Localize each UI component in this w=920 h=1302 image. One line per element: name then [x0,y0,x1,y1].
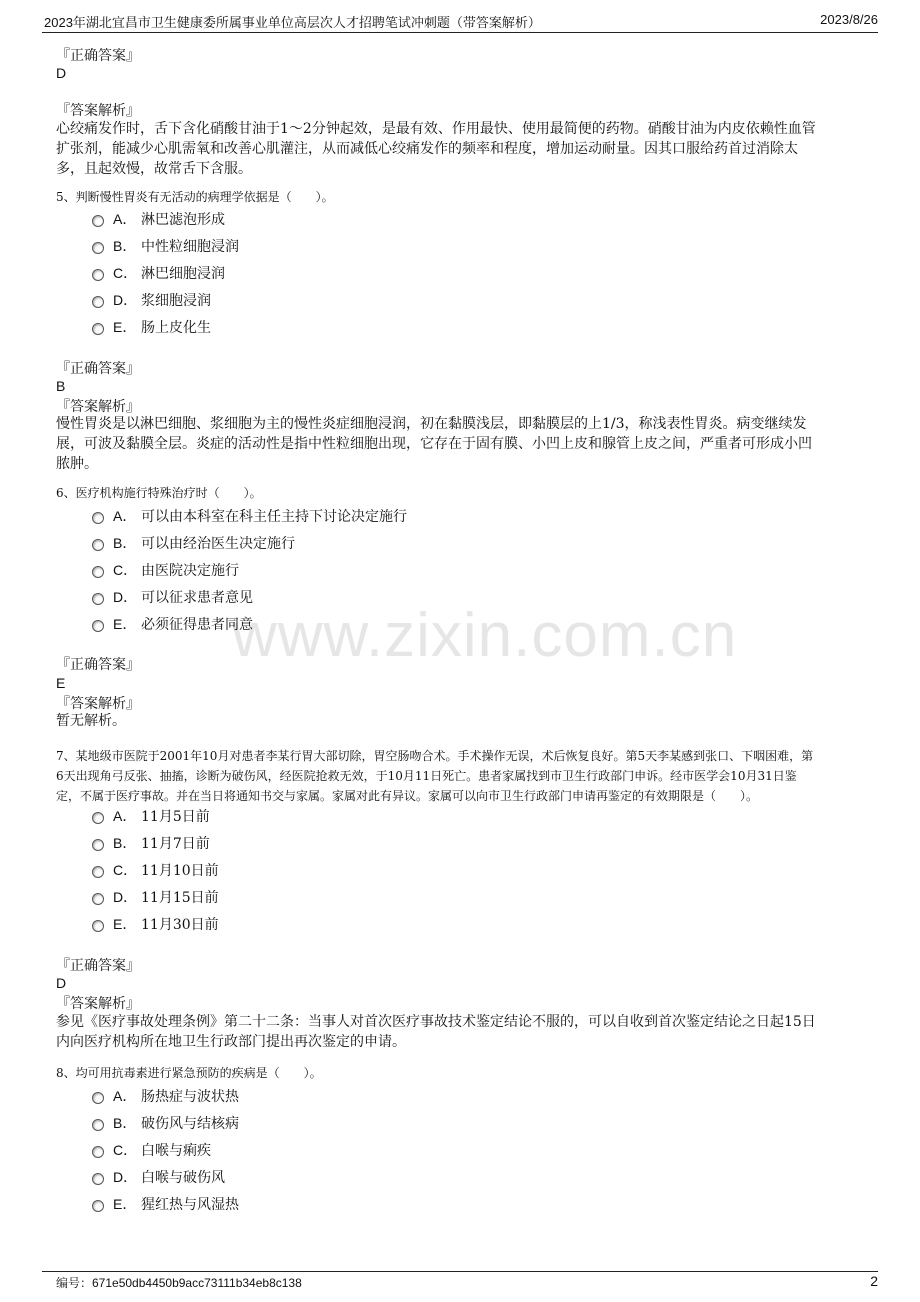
option-text: 淋巴细胞浸润 [141,266,225,282]
option-a[interactable] [92,805,210,827]
question-stem-line: 6天出现角弓反张、抽搐，诊断为破伤风，经医院抢救无效，于10月11日死亡。患者家属找到市卫生行政部门申诉。经市医学会10月31日鉴 [56,769,797,783]
option-label: D． [113,889,138,905]
analysis-text [56,414,864,474]
option-text: 肠上皮化生 [141,320,211,336]
option-label: E． [113,616,137,632]
option-text: 11月10日前 [141,863,219,879]
radio-icon[interactable] [92,566,104,578]
question-stem-line: 5、判断慢性胃炎有无活动的病理学依据是（ ）。 [56,190,334,204]
option-c[interactable] [92,859,219,881]
option-text: 白喉与破伤风 [141,1170,225,1186]
option-text: 必须征得患者同意 [141,617,253,633]
question-stem-line: 定，不属于医疗事故。并在当日将通知书交与家属。家属对此有异议。家属可以向市卫生行政部门申请再鉴定的有效期限是（ ）。 [56,789,759,803]
option-a[interactable] [92,1085,239,1107]
question-stem-line: 6、医疗机构施行特殊治疗时（ ）。 [56,486,262,500]
analysis-text [56,119,864,179]
option-label: C． [113,265,138,281]
radio-icon[interactable] [92,1173,104,1185]
analysis-text [56,711,864,731]
radio-icon[interactable] [92,620,104,632]
option-b[interactable] [92,532,295,554]
analysis-text [56,1012,864,1052]
question-stem [56,1063,870,1083]
radio-icon[interactable] [92,242,104,254]
question-stem [56,187,870,207]
option-label: A． [113,808,137,824]
option-e[interactable] [92,316,211,338]
radio-icon[interactable] [92,1146,104,1158]
radio-icon[interactable] [92,539,104,551]
option-text: 11月30日前 [141,917,219,933]
option-label: E． [113,319,137,335]
analysis-line: 扩张剂，能减少心肌需氧和改善心肌灌注，从而减低心绞痛发作的频率和程度，增加运动耐量。因其口服给药首过消除太 [56,141,798,157]
option-d[interactable] [92,586,253,608]
radio-icon[interactable] [92,812,104,824]
option-text: 11月15日前 [141,890,219,906]
option-text: 可以征求患者意见 [141,590,253,606]
option-text: 白喉与痢疾 [141,1143,211,1159]
option-label: B． [113,835,137,851]
document-date: 2023/8/26 [820,12,878,27]
option-text: 破伤风与结核病 [141,1116,239,1132]
option-text: 由医院决定施行 [141,563,239,579]
question-stem-line: 7、某地级市医院于2001年10月对患者李某行胃大部切除，胃空肠吻合术。手术操作无误，术后恢复良好。第5天李某感到张口、下咽困难，第 [56,749,814,763]
option-b[interactable] [92,832,210,854]
option-label: E． [113,1196,137,1212]
analysis-heading: 『答案解析』 [56,996,140,1012]
analysis-line: 脓肿。 [56,456,98,472]
option-b[interactable] [92,1112,239,1134]
answer-value: E [56,675,66,691]
option-label: B． [113,238,137,254]
option-text: 可以由经治医生决定施行 [141,536,295,552]
option-label: D． [113,292,138,308]
option-e[interactable] [92,613,253,635]
option-d[interactable] [92,886,219,908]
option-label: D． [113,589,138,605]
option-text: 淋巴滤泡形成 [141,212,225,228]
page-header [42,10,878,33]
radio-icon[interactable] [92,1119,104,1131]
question-stem-line: 8、均可用抗毒素进行紧急预防的疾病是（ ）。 [56,1066,322,1080]
answer-value: B [56,378,66,394]
watermark: www.zixin.com.cn [232,601,738,670]
option-label: C． [113,862,138,878]
option-label: C． [113,1142,138,1158]
option-c[interactable] [92,1139,211,1161]
option-e[interactable] [92,1193,239,1215]
radio-icon[interactable] [92,269,104,281]
page-footer [42,1271,878,1296]
option-text: 可以由本科室在科主任主持下讨论决定施行 [141,509,407,525]
option-text: 肠热症与波状热 [141,1089,239,1105]
analysis-line: 参见《医疗事故处理条例》第二十二条：当事人对首次医疗事故技术鉴定结论不服的，可以自收到首次鉴定结论之日起15日 [56,1014,816,1030]
option-c[interactable] [92,262,225,284]
radio-icon[interactable] [92,839,104,851]
analysis-line: 暂无解析。 [56,713,126,729]
option-d[interactable] [92,289,211,311]
option-a[interactable] [92,505,407,527]
option-text: 浆细胞浸润 [141,293,211,309]
radio-icon[interactable] [92,920,104,932]
option-text: 中性粒细胞浸润 [141,239,239,255]
answer-heading: 『正确答案』 [56,657,140,673]
option-label: C． [113,562,138,578]
analysis-line: 心绞痛发作时，舌下含化硝酸甘油于1～2分钟起效，是最有效、作用最快、使用最简便的药物。硝酸甘油为内皮依赖性血管 [56,121,816,137]
analysis-line: 多，且起效慢，故常舌下含服。 [56,161,252,177]
radio-icon[interactable] [92,593,104,605]
analysis-heading: 『答案解析』 [56,103,140,119]
answer-value: D [56,65,67,81]
answer-value: D [56,975,67,991]
document-code: 编号：671e50db4450b9acc73111b34eb8c138 [56,1276,302,1290]
option-text: 猩红热与风湿热 [141,1197,239,1213]
page-number: 2 [870,1273,878,1289]
document-title: 2023年湖北宜昌市卫生健康委所属事业单位高层次人才招聘笔试冲刺题（带答案解析） [44,15,541,30]
option-text: 11月5日前 [141,809,210,825]
question-stem [56,483,870,503]
radio-icon[interactable] [92,893,104,905]
analysis-line: 慢性胃炎是以淋巴细胞、浆细胞为主的慢性炎症细胞浸润，初在黏膜浅层，即黏膜层的上1/3，称浅表性胃炎。病变继续发 [56,416,807,432]
radio-icon[interactable] [92,215,104,227]
answer-heading: 『正确答案』 [56,958,140,974]
option-label: D． [113,1169,138,1185]
option-b[interactable] [92,235,239,257]
option-label: B． [113,535,137,551]
radio-icon[interactable] [92,512,104,524]
radio-icon[interactable] [92,296,104,308]
option-text: 11月7日前 [141,836,210,852]
answer-heading: 『正确答案』 [56,48,140,64]
option-label: E． [113,916,137,932]
option-label: A． [113,1088,137,1104]
option-a[interactable] [92,208,225,230]
option-d[interactable] [92,1166,225,1188]
analysis-heading: 『答案解析』 [56,399,140,415]
option-e[interactable] [92,913,219,935]
radio-icon[interactable] [92,1092,104,1104]
answer-heading: 『正确答案』 [56,361,140,377]
radio-icon[interactable] [92,866,104,878]
option-label: B． [113,1115,137,1131]
radio-icon[interactable] [92,1200,104,1212]
option-label: A． [113,508,137,524]
analysis-line: 内向医疗机构所在地卫生行政部门提出再次鉴定的申请。 [56,1034,406,1050]
option-label: A． [113,211,137,227]
option-c[interactable] [92,559,239,581]
analysis-heading: 『答案解析』 [56,696,140,712]
analysis-line: 展，可波及黏膜全层。炎症的活动性是指中性粒细胞出现，它存在于固有膜、小凹上皮和腺管上皮之间，严重者可形成小凹 [56,436,812,452]
question-stem [56,746,870,806]
radio-icon[interactable] [92,323,104,335]
